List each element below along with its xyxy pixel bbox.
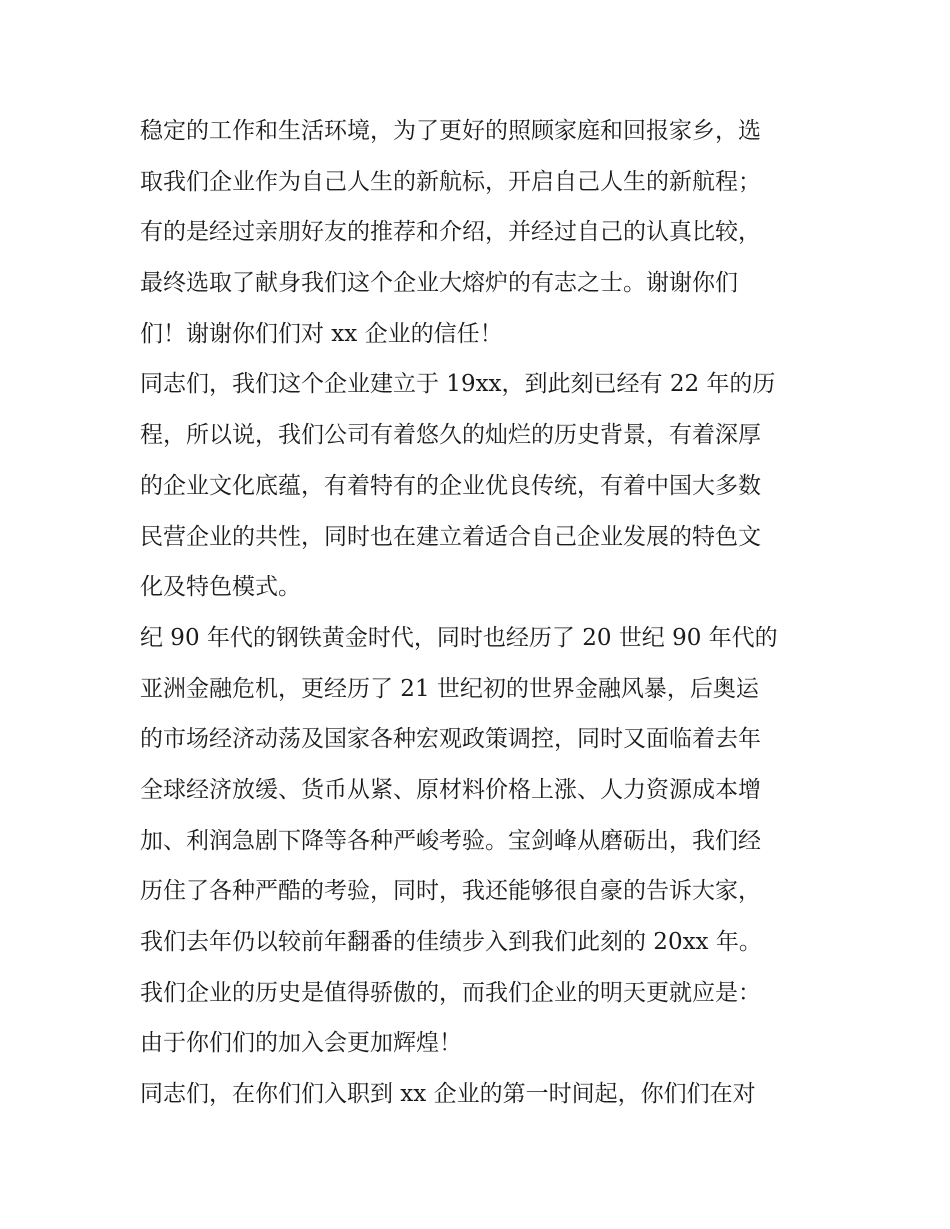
text-line-7: 程，所以说，我们公司有着悠久的灿烂的历史背景，有着深厚 — [140, 422, 761, 449]
text-line-12: 亚洲金融危机，更经历了 21 世纪初的世界金融风暴，后奥运 — [140, 675, 759, 702]
text-line-19: 由于你们们的加入会更加辉煌！ — [140, 1030, 462, 1057]
text-line-10: 化及特色模式。 — [140, 574, 301, 601]
text-line-15: 加、利润急剧下降等各种严峻考验。宝剑峰从磨砺出，我们经 — [140, 827, 761, 854]
text-line-3: 有的是经过亲朋好友的推荐和介绍，并经过自己的认真比较， — [140, 219, 761, 246]
text-line-11: 纪 90 年代的钢铁黄金时代，同时也经历了 20 世纪 90 年代的 — [140, 624, 778, 651]
text-line-18: 我们企业的历史是值得骄傲的，而我们企业的明天更就应是： — [140, 979, 761, 1006]
text-line-14: 全球经济放缓、货币从紧、原材料价格上涨、人力资源成本增 — [140, 776, 761, 803]
text-line-6: 同志们，我们这个企业建立于 19xx，到此刻已经有 22 年的历 — [140, 371, 776, 398]
text-line-2: 取我们企业作为自己人生的新航标，开启自己人生的新航程； — [140, 168, 761, 195]
text-line-5: 们！谢谢你们们对 xx 企业的信任！ — [140, 320, 503, 347]
text-line-4: 最终选取了献身我们这个企业大熔炉的有志之士。谢谢你们 — [140, 270, 738, 297]
text-line-8: 的企业文化底蕴，有着特有的企业优良传统，有着中国大多数 — [140, 472, 761, 499]
text-line-16: 历住了各种严酷的考验，同时，我还能够很自豪的告诉大家， — [140, 878, 761, 905]
text-line-17: 我们去年仍以较前年翻番的佳绩步入到我们此刻的 20xx 年。 — [140, 929, 762, 955]
text-line-13: 的市场经济动荡及国家各种宏观政策调控，同时又面临着去年 — [140, 726, 761, 753]
text-line-1: 稳定的工作和生活环境，为了更好的照顾家庭和回报家乡，选 — [140, 118, 761, 144]
body-text — [140, 106, 820, 1120]
text-line-20: 同志们，在你们们入职到 xx 企业的第一时间起，你们们在对 — [140, 1081, 756, 1108]
text-line-9: 民营企业的共性，同时也在建立着适合自己企业发展的特色文 — [140, 523, 761, 550]
